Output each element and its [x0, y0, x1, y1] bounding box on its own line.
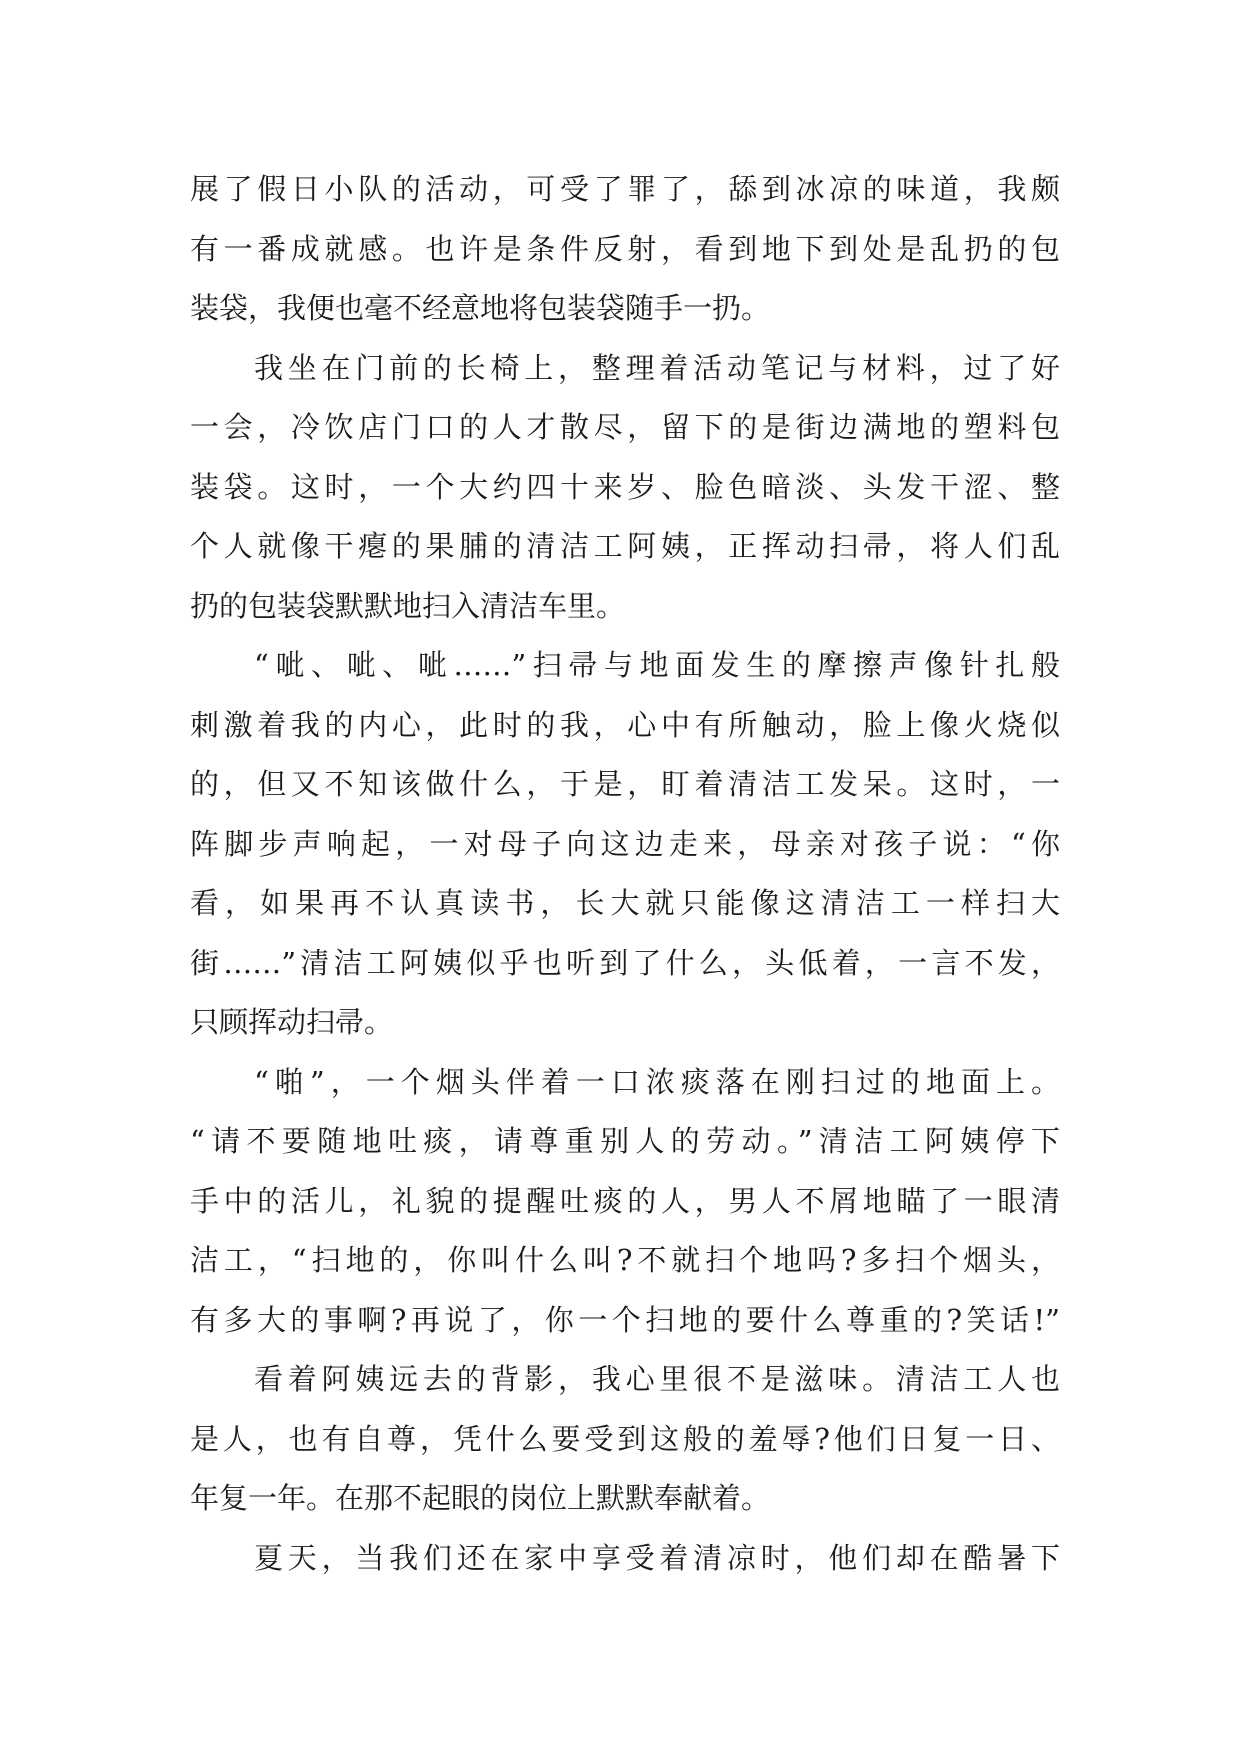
text-line: 手中的活儿，礼貌的提醒吐痰的人，男人不屑地瞄了一眼清	[190, 1183, 1060, 1218]
text-line: 只顾挥动扫帚。	[190, 1005, 394, 1039]
text-line: “呲、呲、呲……”扫帚与地面发生的摩擦声像针扎般	[254, 648, 1060, 682]
text-line: 装袋。这时，一个大约四十来岁、脸色暗淡、头发干涩、整	[190, 469, 1060, 504]
text-line: 有一番成就感。也许是条件反射，看到地下到处是乱扔的包	[190, 231, 1060, 266]
text-line: 年复一年。在那不起眼的岗位上默默奉献着。	[190, 1481, 771, 1515]
text-line: “啪”，一个烟头伴着一口浓痰落在刚扫过的地面上。	[254, 1064, 1060, 1099]
text-line: 街……”清洁工阿姨似乎也听到了什么，头低着，一言不发，	[190, 945, 1060, 980]
text-line: 一会，冷饮店门口的人才散尽，留下的是街边满地的塑料包	[190, 410, 1060, 444]
text-line: 我坐在门前的长椅上，整理着活动笔记与材料，过了好	[254, 350, 1060, 385]
essay-body	[190, 160, 1060, 1588]
text-line: 看，如果再不认真读书，长大就只能像这清洁工一样扫大	[190, 886, 1060, 920]
text-line: 有多大的事啊?再说了，你一个扫地的要什么尊重的?笑话!”	[190, 1302, 1060, 1337]
text-line: 洁工，“扫地的，你叫什么叫?不就扫个地吗?多扫个烟头，	[190, 1243, 1060, 1277]
text-line: 夏天，当我们还在家中享受着清凉时，他们却在酷暑下	[254, 1540, 1060, 1575]
text-line: 阵脚步声响起，一对母子向这边走来，母亲对孩子说：“你	[190, 826, 1060, 861]
text-line: 展了假日小队的活动，可受了罪了，舔到冰凉的味道，我颇	[190, 172, 1060, 206]
text-line: 刺激着我的内心，此时的我，心中有所触动，脸上像火烧似	[190, 707, 1060, 742]
text-line: 扔的包装袋默默地扫入清洁车里。	[190, 588, 626, 623]
text-line: 是人，也有自尊，凭什么要受到这般的羞辱?他们日复一日、	[190, 1421, 1060, 1456]
text-line: “请不要随地吐痰，请尊重别人的劳动。”清洁工阿姨停下	[190, 1124, 1060, 1158]
text-line: 看着阿姨远去的背影，我心里很不是滋味。清洁工人也	[254, 1362, 1060, 1396]
text-line: 个人就像干瘪的果脯的清洁工阿姨，正挥动扫帚，将人们乱	[190, 529, 1060, 563]
text-line: 装袋，我便也毫不经意地将包装袋随手一扔。	[190, 291, 771, 325]
text-line: 的，但又不知该做什么，于是，盯着清洁工发呆。这时，一	[190, 767, 1060, 801]
